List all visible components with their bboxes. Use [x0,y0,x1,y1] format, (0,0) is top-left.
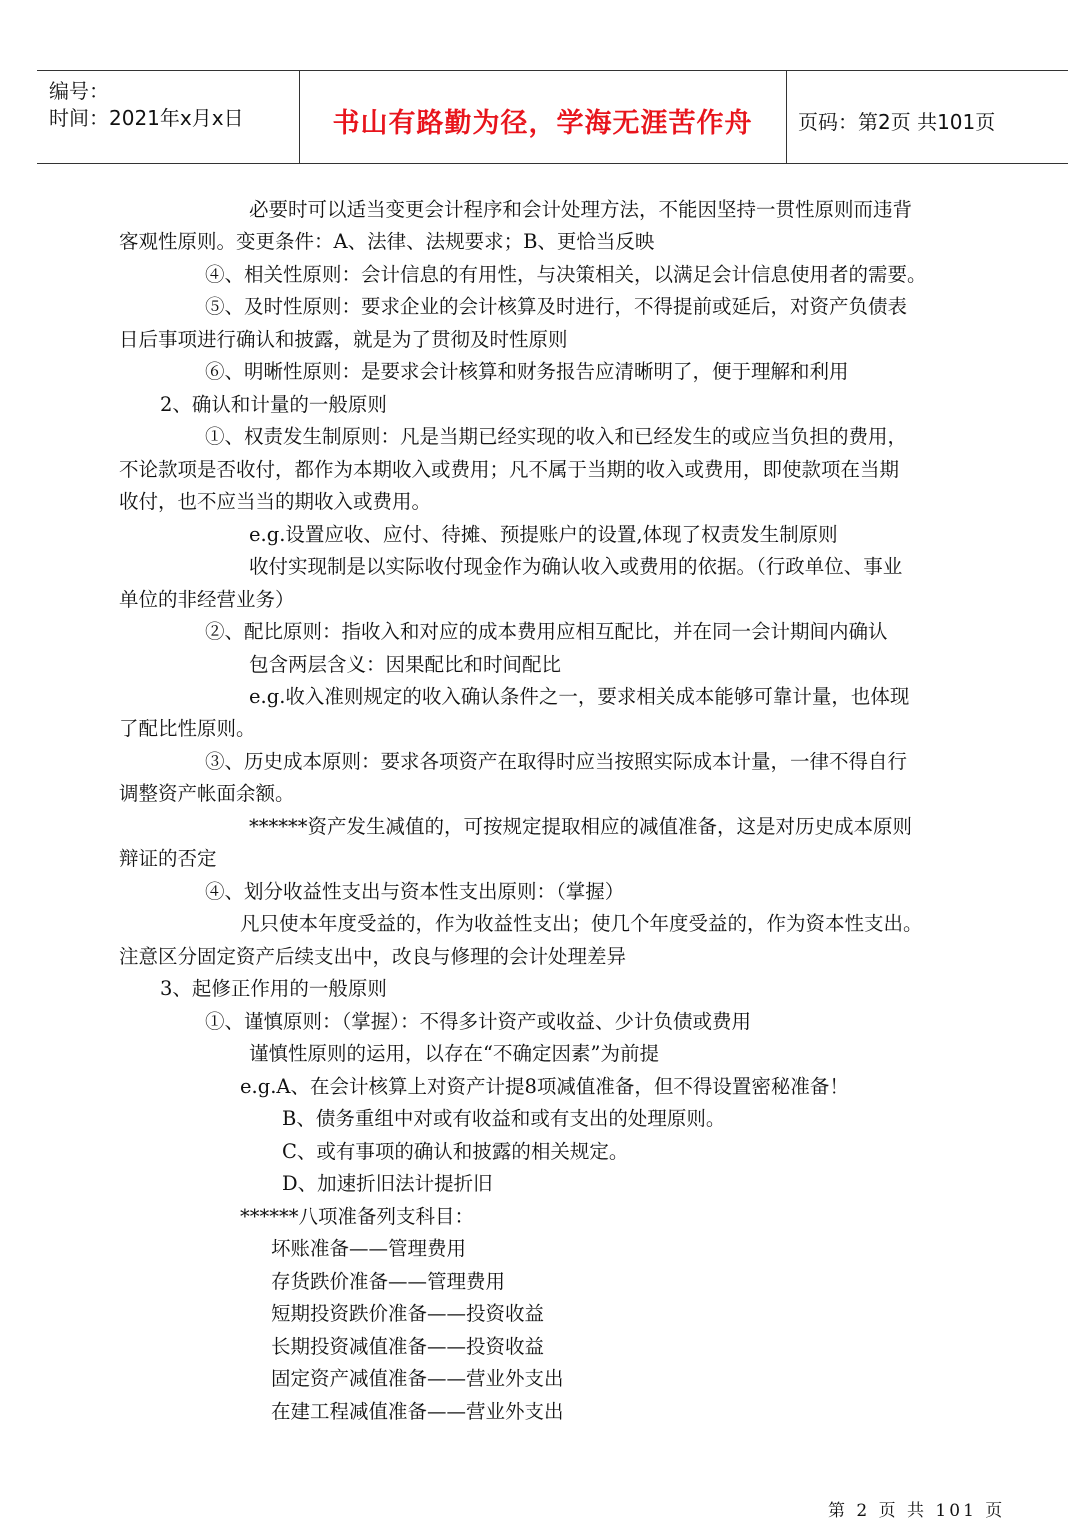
body-line: 辩证的否定 [119,847,217,870]
section-heading: 3、起修正作用的一般原则 [160,977,387,1000]
body-line: 包含两层含义：因果配比和时间配比 [249,653,562,676]
list-item: 坏账准备——管理费用 [271,1237,467,1260]
list-item: 短期投资跌价准备——投资收益 [271,1302,545,1325]
header-page-code: 页码：第2页 共101页 [798,110,996,134]
body-line: 不论款项是否收付，都作为本期收入或费用；凡不属于当期的收入或费用，即使款项在当期 [119,458,900,481]
body-line: ①、权责发生制原则：凡是当期已经实现的收入和已经发生的或应当负担的费用， [205,425,908,448]
body-line: 日后事项进行确认和披露，就是为了贯彻及时性原则 [119,328,568,351]
body-line: ******八项准备列支科目： [240,1205,475,1228]
body-line: 必要时可以适当变更会计程序和会计处理方法，不能因坚持一贯性原则而违背 [249,198,913,221]
list-item: 固定资产减值准备——营业外支出 [271,1367,564,1390]
body-line: D、加速折旧法计提折旧 [282,1172,493,1195]
body-line: ⑥、明晰性原则：是要求会计核算和财务报告应清晰明了，便于理解和利用 [205,360,849,383]
body-line: 了配比性原则。 [119,717,256,740]
body-line: e.g.收入准则规定的收入确认条件之一，要求相关成本能够可靠计量，也体现 [249,685,910,708]
body-line: ④、划分收益性支出与资本性支出原则：（掌握） [205,880,625,903]
body-line: ③、历史成本原则：要求各项资产在取得时应当按照实际成本计量，一律不得自行 [205,750,908,773]
body-line: e.g.设置应收、应付、待摊、预提账户的设置,体现了权责发生制原则 [249,523,838,546]
body-line: 客观性原则。变更条件：A、法律、法规要求；B、更恰当反映 [119,230,655,253]
body-line: 收付实现制是以实际收付现金作为确认收入或费用的依据。（行政单位、事业 [249,555,903,578]
body-line: C、或有事项的确认和披露的相关规定。 [282,1140,629,1163]
body-line: ①、谨慎原则：（掌握）：不得多计资产或收益、少计负债或费用 [205,1010,752,1033]
body-line: 注意区分固定资产后续支出中，改良与修理的会计处理差异 [119,945,627,968]
body-line: ②、配比原则：指收入和对应的成本费用应相互配比，并在同一会计期间内确认 [205,620,888,643]
body-line: ④、相关性原则：会计信息的有用性，与决策相关，以满足会计信息使用者的需要。 [205,263,927,286]
body-line: 凡只使本年度受益的，作为收益性支出；使几个年度受益的，作为资本性支出。 [240,912,923,935]
body-line: B、债务重组中对或有收益和或有支出的处理原则。 [282,1107,726,1130]
document-number-label: 编号： [49,79,109,103]
body-line: 谨慎性原则的运用，以存在“不确定因素”为前提 [249,1042,659,1065]
list-item: 在建工程减值准备——营业外支出 [271,1400,564,1423]
list-item: 存货跌价准备——管理费用 [271,1270,506,1293]
body-line: 收付，也不应当当的期收入或费用。 [119,490,432,513]
body-line: 调整资产帐面余额。 [119,782,295,805]
page-footer: 第 2 页 共 101 页 [828,1501,1006,1521]
body-line: e.g.A、在会计核算上对资产计提8项减值准备，但不得设置密秘准备！ [240,1075,849,1098]
header-motto: 书山有路勤为径，学海无涯苦作舟 [332,108,753,139]
body-line: 单位的非经营业务） [119,588,295,611]
body-line: ⑤、及时性原则：要求企业的会计核算及时进行，不得提前或延后，对资产负债表 [205,295,908,318]
list-item: 长期投资减值准备——投资收益 [271,1335,545,1358]
document-date-label: 时间：2021年x月x日 [49,106,244,130]
body-line: ******资产发生减值的，可按规定提取相应的减值准备，这是对历史成本原则 [249,815,913,838]
section-heading: 2、确认和计量的一般原则 [160,393,387,416]
